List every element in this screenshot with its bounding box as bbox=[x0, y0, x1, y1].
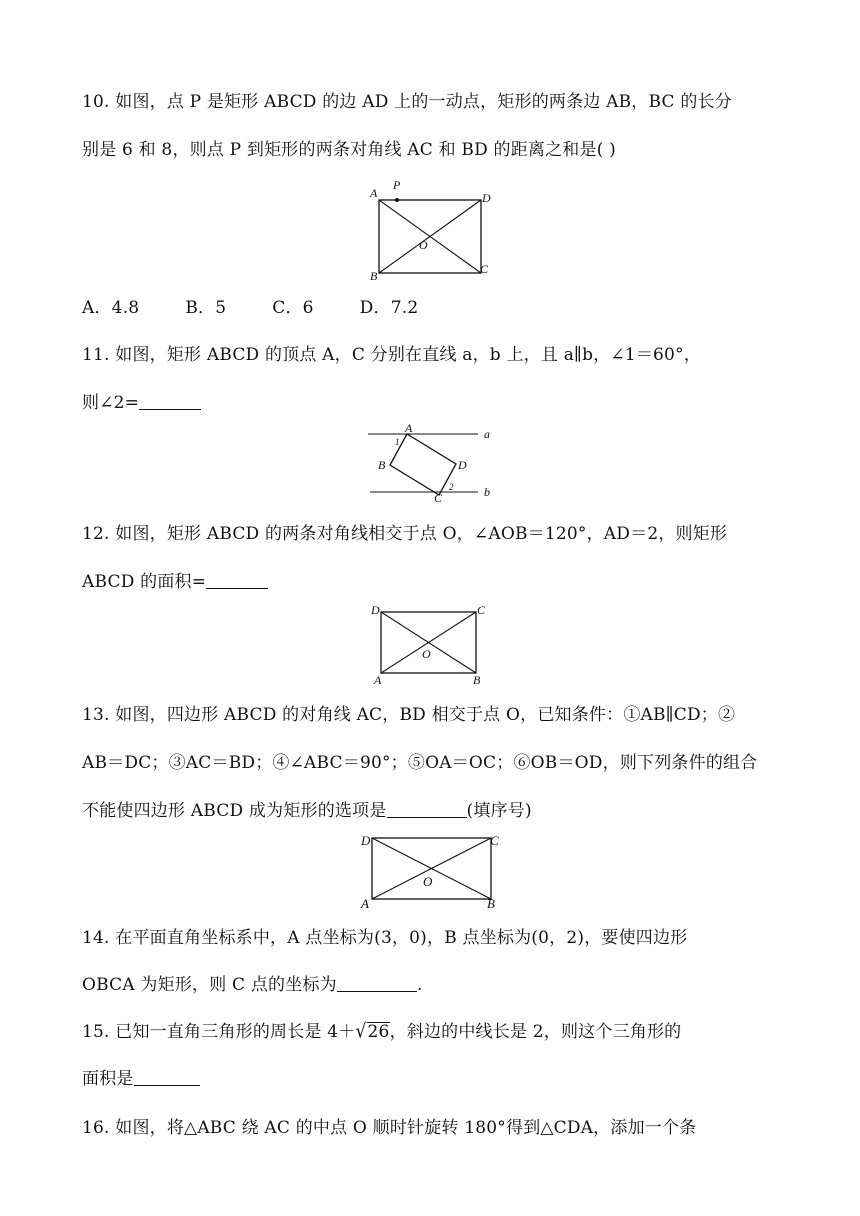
q13-label-c: C bbox=[490, 833, 499, 848]
q14-prompt: OBCA 为矩形，则 C 点的坐标为 bbox=[82, 975, 337, 995]
q14-line2 bbox=[82, 974, 422, 996]
q15-line1 bbox=[82, 1021, 681, 1043]
q11-label-a: A bbox=[405, 421, 413, 435]
q13-line2: AB＝DC；③AC＝BD；④∠ABC＝90°；⑤OA＝OC；⑥OB＝OD，则下列条件的组合 bbox=[82, 753, 758, 773]
q10-label-a: A bbox=[370, 186, 378, 200]
q11-label-line-a: a bbox=[484, 427, 490, 441]
q10-figure bbox=[360, 175, 500, 283]
q11-figure bbox=[362, 420, 512, 502]
q10-label-o: O bbox=[419, 238, 428, 252]
q12-label-a: A bbox=[374, 673, 382, 687]
q10-option-a: A．4.8 bbox=[82, 298, 140, 318]
q12-line2 bbox=[82, 571, 268, 593]
q11-line1: 11. 如图，矩形 ABCD 的顶点 A，C 分别在直线 a，b 上，且 a∥b，∠1＝60°， bbox=[82, 345, 701, 365]
q13-hint: (填序号) bbox=[466, 801, 532, 821]
q11-answer-blank bbox=[139, 393, 201, 410]
q15-prompt: 面积是 bbox=[82, 1069, 134, 1089]
q10-label-p: P bbox=[393, 178, 401, 192]
q11-line2 bbox=[82, 392, 201, 414]
q13-answer-blank bbox=[387, 801, 467, 818]
q14-line1: 14. 在平面直角坐标系中，A 点坐标为(3，0)，B 点坐标为(0，2)，要使四边形 bbox=[82, 928, 688, 948]
q12-label-d: D bbox=[371, 603, 380, 617]
q15-radicand: 26 bbox=[367, 1022, 390, 1042]
q13-prompt: 不能使四边形 ABCD 成为矩形的选项是 bbox=[82, 801, 387, 821]
q12-line1: 12. 如图，矩形 ABCD 的两条对角线相交于点 O，∠AOB＝120°，AD＝2，则矩形 bbox=[82, 524, 728, 544]
q11-label-b: B bbox=[378, 458, 386, 472]
q12-answer-blank bbox=[206, 572, 268, 589]
q11-prompt: 则∠2= bbox=[82, 393, 140, 413]
q11-angle-1: 1 bbox=[395, 437, 400, 447]
q13-figure bbox=[355, 828, 505, 912]
q13-label-d: D bbox=[361, 833, 371, 848]
q10-label-c: C bbox=[480, 262, 489, 276]
q13-label-o: O bbox=[423, 874, 433, 889]
q14-answer-blank bbox=[337, 975, 417, 992]
q13-label-a: A bbox=[361, 896, 369, 911]
q12-label-o: O bbox=[422, 647, 431, 661]
q14-period: . bbox=[416, 975, 423, 995]
q11-angle-2: 2 bbox=[449, 482, 454, 492]
q13-label-b: B bbox=[487, 896, 495, 911]
q15-text-a: 15. 已知一直角三角形的周长是 4＋ bbox=[82, 1022, 356, 1042]
q12-prompt: ABCD 的面积= bbox=[82, 572, 207, 592]
q15-text-b: ，斜边的中线长是 2，则这个三角形的 bbox=[389, 1022, 682, 1042]
q10-option-b: B．5 bbox=[185, 298, 227, 318]
q15-answer-blank bbox=[134, 1069, 200, 1086]
q10-label-b: B bbox=[370, 269, 378, 283]
q10-label-d: D bbox=[482, 191, 491, 205]
q10-option-d: D．7.2 bbox=[359, 298, 419, 318]
q10-options bbox=[82, 297, 418, 319]
q16-line1: 16. 如图，将△ABC 绕 AC 的中点 O 顺时针旋转 180°得到△CDA，添加一个条 bbox=[82, 1118, 697, 1138]
q13-line3 bbox=[82, 800, 532, 822]
q15-line2 bbox=[82, 1068, 200, 1090]
q12-label-c: C bbox=[477, 603, 486, 617]
q13-line1: 13. 如图，四边形 ABCD 的对角线 AC，BD 相交于点 O，已知条件：①AB∥CD；② bbox=[82, 705, 736, 725]
q12-label-b: B bbox=[473, 673, 481, 687]
q10-option-c: C．6 bbox=[272, 298, 314, 318]
q10-line1: 10. 如图，点 P 是矩形 ABCD 的边 AD 上的一动点，矩形的两条边 AB，BC 的长分 bbox=[82, 92, 732, 112]
q11-label-c: C bbox=[434, 491, 443, 502]
sqrt-radical-icon: √ bbox=[355, 1020, 367, 1044]
q10-line2: 别是 6 和 8，则点 P 到矩形的两条对角线 AC 和 BD 的距离之和是( ) bbox=[82, 140, 616, 160]
q11-label-line-b: b bbox=[484, 485, 490, 499]
q12-figure bbox=[365, 600, 495, 688]
q11-label-d: D bbox=[458, 458, 467, 472]
